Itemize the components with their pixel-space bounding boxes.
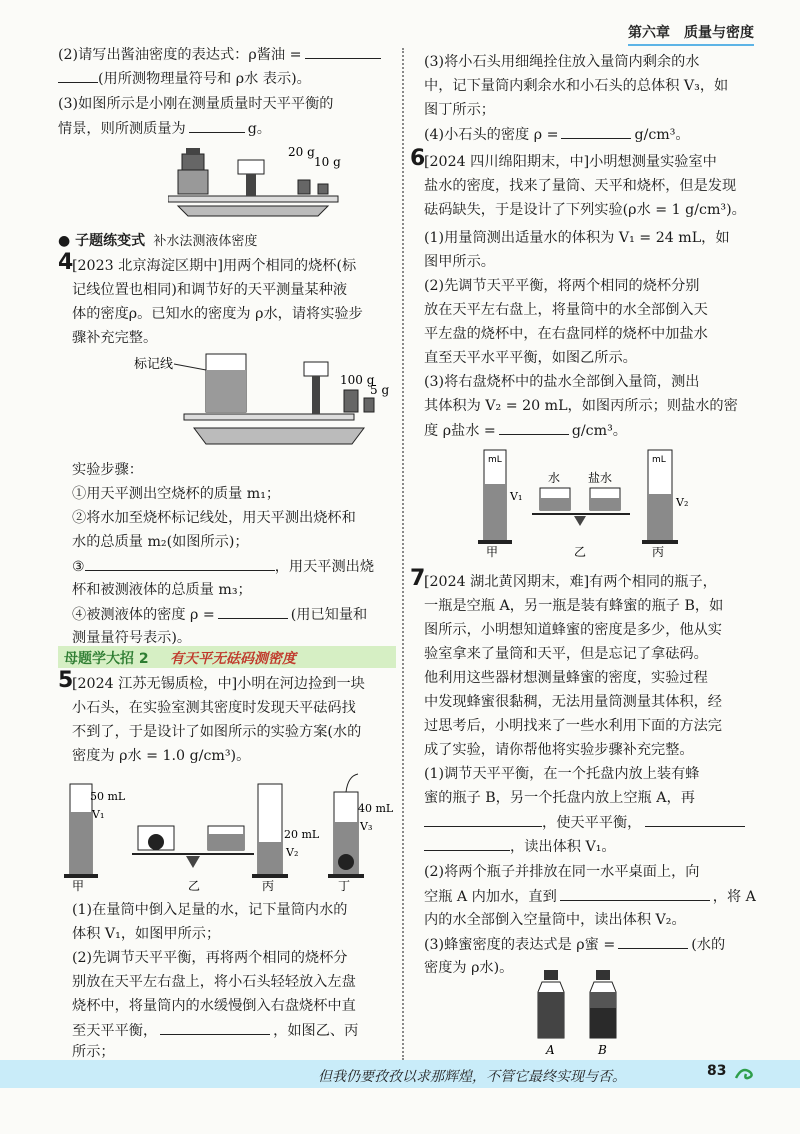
weight-label-5g: 5 g [370,383,390,397]
swirl-icon [734,1064,758,1084]
q4-number: 4 [58,250,74,275]
q6-step1b: 图甲所示。 [424,254,495,270]
q7-step2d: 内的水全部倒入空量筒中，读出体积 V₂。 [424,912,686,928]
variant-heading: ● 子题练变式 补水法测液体密度 [58,233,258,249]
q7-step2a: (2)将两个瓶子并排放在同一水平桌面上，向 [424,864,700,880]
svg-text:甲: 甲 [486,545,499,559]
q6-line2: 盐水的密度，找来了量筒、天平和烧杯，但是发现 [424,178,737,194]
q7-line1: [2024 湖北黄冈期末，难]有两个相同的瓶子， [424,574,717,590]
q7-line6: 中发现蜂蜜很黏稠，无法用量筒测量其体积，经 [424,694,722,710]
q5-step3b: 中，记下量筒内剩余水和小石头的总体积 V₃，如 [424,78,729,94]
svg-text:mL: mL [488,455,502,465]
q5-step1b: 体积 V₁，如图甲所示； [72,926,221,942]
q7-step1c: ，使天平平衡， [424,812,745,833]
svg-text:mL: mL [652,455,666,465]
q5-step2f: 所示； [72,1044,115,1060]
q7-step1b: 蜜的瓶子 B，另一个托盘内放上空瓶 A，再 [424,790,695,806]
q7-number: 7 [410,566,426,591]
q5-line3: 不到了，于是设计了如图所示的实验方案(水的 [72,724,362,740]
balance-figure-1 [168,140,348,220]
step-2b: 水的总质量 m₂(如图所示)； [72,534,249,550]
q6-step2a: (2)先调节天平平衡，将两个相同的烧杯分别 [424,278,700,294]
q6-line3: 砝码缺失，于是设计了下列实验(ρ水 = 1 g/cm³)。 [424,202,746,218]
banner-title: 母题学大招 2 [64,651,149,667]
q5-step2c: 烧杯中，将量筒内的水缓慢倒入右盘烧杯中直 [72,998,356,1014]
q5-step4: (4)小石头的密度 ρ = g/cm³。 [424,124,690,145]
experiment-figure-q5 [58,772,396,894]
page-number: 83 [707,1063,727,1079]
q5-step2b: 别放在天平左右盘上，将小石头轻轻放入左盘 [72,974,356,990]
q6-step3a: (3)将右盘烧杯中的盐水全部倒入量筒，测出 [424,374,700,390]
q6-line1: [2024 四川绵阳期末，中]小明想测量实验室中 [424,154,717,170]
q6-step2d: 直至天平水平平衡，如图乙所示。 [424,350,637,366]
svg-text:V₂: V₂ [286,846,299,859]
q6-step1a: (1)用量筒测出适量水的体积为 V₁ = 24 mL，如 [424,230,730,246]
q7-step3a: (3)蜂蜜密度的表达式是 ρ蜜 = (水的 [424,934,725,955]
q6-number: 6 [410,146,426,171]
svg-text:盐水: 盐水 [588,471,613,485]
q6-step2b: 放在天平左右盘上，将量筒中的水全部倒入天 [424,302,708,318]
q7-step2b: 空瓶 A 内加水，直到 ，将 A [424,886,756,907]
svg-text:V₂: V₂ [676,496,689,509]
weight-label-100g: 100 g [340,373,375,387]
q6-step3b: 其体积为 V₂ = 20 mL，如图丙所示；则盐水的密 [424,398,738,414]
q5-line1: [2024 江苏无锡质检，中]小明在河边捡到一块 [72,676,365,692]
q5-step3a: (3)将小石头用细绳拴住放入量筒内剩余的水 [424,54,700,70]
q3-part2-note: (用所测物理量符号和 ρ水 表示)。 [58,68,311,89]
svg-text:A: A [546,1043,555,1057]
q4-line2: 记线位置也相同)和调节好的天平测量某种液 [72,282,348,298]
svg-text:乙: 乙 [188,879,201,893]
q5-step2d: 至天平平衡， ，如图乙、丙 [72,1020,358,1041]
bottles-figure [534,966,644,1058]
svg-text:40 mL: 40 mL [358,802,394,815]
banner-subtitle: 有天平无砝码测密度 [170,651,296,667]
svg-text:50 mL: 50 mL [90,790,126,803]
q7-step3c: 密度为 ρ水)。 [424,960,514,976]
q5-number: 5 [58,668,74,693]
mark-line-label: 标记线 [134,357,174,372]
svg-text:乙: 乙 [574,545,587,559]
column-divider [402,48,404,1060]
svg-text:丙: 丙 [652,545,665,559]
q6-step3c: 度 ρ盐水 = g/cm³。 [424,420,627,441]
q4-line3: 体的密度ρ。已知水的密度为 ρ水，请将实验步 [72,306,363,322]
q7-line3: 图所示，小明想知道蜂蜜的密度是多少，他从实 [424,622,722,638]
q6-step2c: 平左盘的烧杯中，在右盘同样的烧杯中加盐水 [424,326,708,342]
q3-part3-text: (3)如图所示是小刚在测量质量时天平平衡的 [58,96,334,112]
step-1: ①用天平测出空烧杯的质量 m₁； [72,486,281,502]
chapter-header: 第六章 质量与密度 [628,22,754,46]
q7-line8: 成了实验，请你帮他将实验步骤补充完整。 [424,742,694,758]
steps-title: 实验步骤： [72,462,143,478]
svg-text:甲: 甲 [72,879,85,893]
q4-line4: 骤补充完整。 [72,330,158,346]
svg-text:20 mL: 20 mL [284,828,320,841]
step-2a: ②将水加至烧杯标记线处，用天平测出烧杯和 [72,510,356,526]
q5-line2: 小石头，在实验室测其密度时发现天平砝码找 [72,700,356,716]
q5-step2a: (2)先调节天平平衡，再将两个相同的烧杯分 [72,950,348,966]
q5-step3c: 图丁所示； [424,102,495,118]
step-4a: ④被测液体的密度 ρ = (用已知量和 [72,604,367,625]
q7-line5: 他利用这些器材想测量蜂蜜的密度，实验过程 [424,670,708,686]
step-3c: 杯和被测液体的总质量 m₃； [72,582,252,598]
page-footer [0,1060,800,1134]
q7-line7: 过思考后，小明找来了一些水利用下面的方法完 [424,718,722,734]
experiment-figure-q6 [470,444,730,560]
svg-text:丙: 丙 [262,879,275,893]
svg-text:V₃: V₃ [360,820,373,833]
step-3a: ③ ，用天平测出烧 [72,556,374,577]
q5-line4: 密度为 ρ水 = 1.0 g/cm³)。 [72,748,251,764]
weight-label-20g: 20 g [288,145,315,159]
q3-part3-answer: 情景，则所测质量为 g。 [58,118,271,139]
svg-text:B: B [598,1043,607,1057]
q4-line1: [2023 北京海淀区期中]用两个相同的烧杯(标 [72,258,357,274]
q7-step1a: (1)调节天平平衡，在一个托盘内放上装有蜂 [424,766,700,782]
svg-text:V₁: V₁ [510,490,523,503]
svg-text:丁: 丁 [338,879,351,893]
balance-figure-2 [134,348,394,452]
svg-text:水: 水 [548,471,561,485]
q7-line4: 验室拿来了量筒和天平，但是忘记了拿砝码。 [424,646,708,662]
q5-step1a: (1)在量筒中倒入足量的水，记下量筒内水的 [72,902,348,918]
q7-step1d: ，读出体积 V₁。 [424,836,616,857]
method-banner [58,646,396,668]
footer-motto: 但我仍要孜孜以求那辉煌，不管它最终实现与否。 [318,1069,626,1085]
weight-label-10g: 10 g [314,155,341,169]
q7-line2: 一瓶是空瓶 A，另一瓶是装有蜂蜜的瓶子 B，如 [424,598,724,614]
step-4c: 测量量符号表示)。 [72,630,192,646]
q3-part2-text: (2)请写出酱油密度的表达式：ρ酱油 = [58,44,381,65]
svg-text:V₁: V₁ [92,808,105,821]
